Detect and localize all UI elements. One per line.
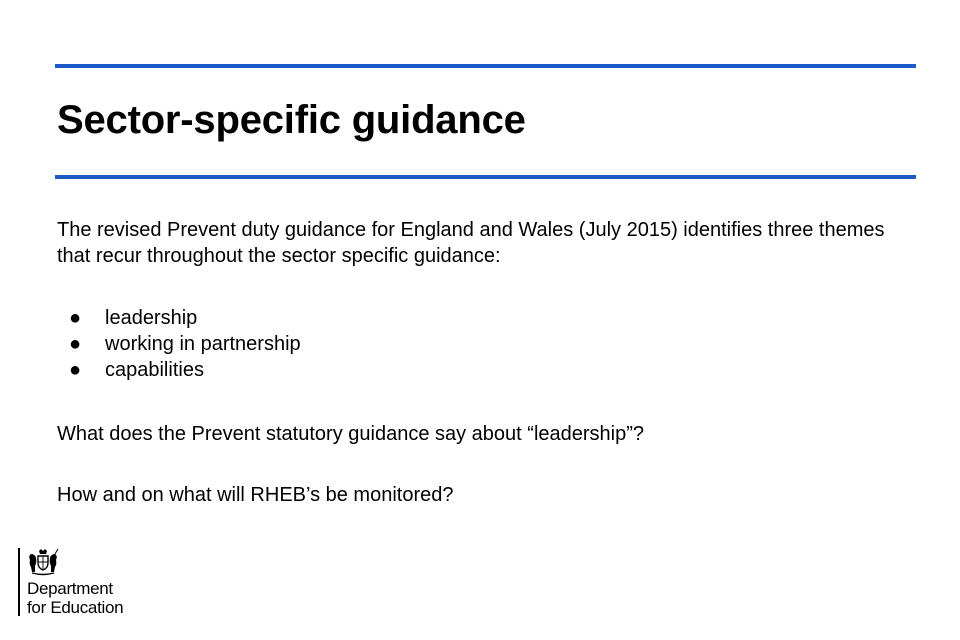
royal-coat-of-arms-icon (26, 548, 60, 576)
department-name-line-1: Department (27, 579, 113, 598)
slide-title: Sector-specific guidance (57, 98, 526, 142)
list-item (57, 331, 301, 357)
list-item (57, 357, 301, 383)
logo-bar (18, 548, 20, 616)
themes-list (57, 305, 301, 383)
top-rule (55, 64, 916, 68)
bullet-icon: ● (69, 359, 82, 381)
list-item-label: leadership (105, 307, 198, 329)
title-underline-rule (55, 175, 916, 179)
question-monitoring: How and on what will RHEB’s be monitored? (57, 484, 454, 506)
department-name-line-2: for Education (27, 598, 124, 617)
bullet-icon: ● (69, 307, 82, 329)
list-item-label: working in partnership (105, 333, 301, 355)
list-item (57, 305, 301, 331)
list-item-label: capabilities (105, 359, 204, 381)
department-logo (18, 548, 168, 616)
department-name (27, 579, 123, 617)
bullet-icon: ● (69, 333, 82, 355)
intro-paragraph: The revised Prevent duty guidance for England and Wales (July 2015) identifies three themes that recur throughout the sector specific guidance: (57, 219, 885, 267)
question-leadership: What does the Prevent statutory guidance say about “leadership”? (57, 423, 645, 445)
